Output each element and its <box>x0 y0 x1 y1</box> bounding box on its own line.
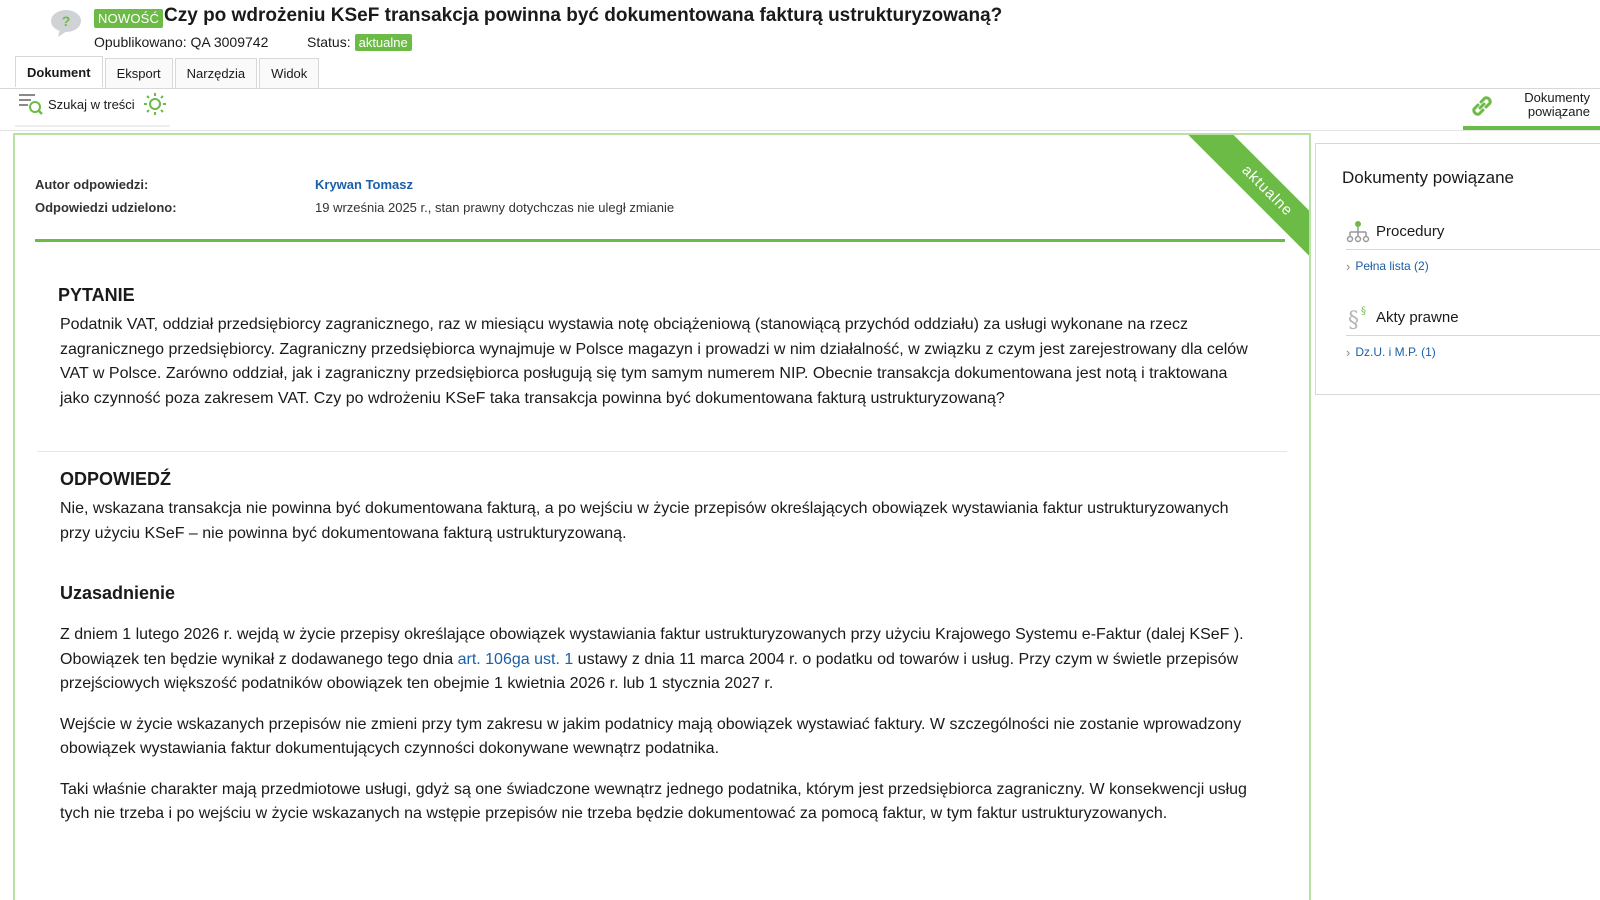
status-ribbon-text: aktualne <box>1185 135 1311 273</box>
search-in-content-button[interactable] <box>18 91 135 117</box>
justification-heading: Uzasadnienie <box>60 583 176 603</box>
related-documents-button[interactable] <box>1463 91 1600 129</box>
status-label: Status: <box>307 34 351 50</box>
panel-title: Dokumenty powiązane <box>1342 168 1514 187</box>
status-badge: aktualne <box>355 34 412 51</box>
tab-dokument[interactable]: Dokument <box>15 56 103 87</box>
search-list-icon <box>18 91 44 117</box>
related-documents-label: Dokumenty powiązane <box>1524 90 1590 119</box>
author-link[interactable]: Krywan Tomasz <box>315 177 414 192</box>
tab-eksport[interactable]: Eksport <box>105 58 173 88</box>
header-rule <box>35 239 1285 242</box>
answer-text: Nie, wskazana transakcja nie powinna być dokumentowana fakturą, a po wejściu w życie przepisów określających obowiązek wystawiania faktur ustrukturyzowanych przy użyciu KSeF – nie powinna być dokumentowana fakturą ustrukturyzowaną. <box>60 500 1229 542</box>
question-heading: PYTANIE <box>58 285 135 305</box>
status-ribbon <box>1175 135 1311 275</box>
author-label: Autor odpowiedzi: <box>35 177 149 192</box>
legal-acts-group <box>1346 300 1600 368</box>
page-title: Czy po wdrożeniu KSeF transakcja powinna być dokumentowana fakturą ustrukturyzowaną? <box>164 5 1003 26</box>
svg-text:§: § <box>1348 307 1359 331</box>
link-icon <box>1469 93 1495 119</box>
ribbon-tabs <box>15 58 321 88</box>
legal-acts-label: Akty prawne <box>1376 309 1459 326</box>
justification-paragraph-3: Taki właśnie charakter mają przedmiotowe usługi, gdyż są one świadczone wewnątrz jednego podatnika, którym jest przedsiębiorca zagraniczny. W konsekwencji usług tych nie trzeba i po wejściu w życie wskazanych na wstępie przepisów nie trzeba będzie dokumentować za pomocą faktur, w tym faktur ustrukturyzowanych. <box>60 780 1247 822</box>
author-info <box>35 173 674 219</box>
justification-paragraph-1: Z dniem 1 lutego 2026 r. wejdą w życie przepisy określające obowiązek wystawiania faktur ustrukturyzowanych przy użyciu Krajowego Systemu e-Faktur (dalej KSeF ). Obowiązek ten będzie wynikał z dodawanego tego dnia art. 106ga ust. 1 ustawy z dnia 11 marca 2004 r. o podatku od towarów i usług. Przy czym w świetle przepisów przejściowych większość podatników obowiązek ten obejmie 1 kwietnia 2026 r. lub 1 stycznia 2027 r. <box>60 626 1244 692</box>
status-info <box>307 34 412 51</box>
brightness-icon[interactable] <box>143 92 167 116</box>
new-badge: NOWOŚĆ <box>94 9 163 28</box>
justification-paragraph-2: Wejście w życie wskazanych przepisów nie zmieni przy tym zakresu w jakim podatnicy mają obowiązek wystawiać faktury. W szczególności nie zostanie wprowadzony obowiązek wystawiania faktur dokumentujących czynności dokonywane wewnątrz podatnika. <box>60 715 1242 757</box>
chevron-right-icon: › <box>1346 344 1351 360</box>
document-content <box>13 133 1311 900</box>
published-info: Opublikowano: QA 3009742 <box>94 34 269 50</box>
toolbar-divider <box>0 130 1600 131</box>
section-divider <box>37 451 1287 452</box>
svg-text:?: ? <box>61 13 71 29</box>
answer-heading: ODPOWIEDŹ <box>60 469 171 489</box>
hierarchy-icon <box>1346 220 1370 244</box>
document-header <box>0 0 1600 56</box>
paragraph-icon <box>1346 305 1370 331</box>
toolbar-underline <box>15 125 170 127</box>
legal-acts-link[interactable]: › Dz.U. i M.P. (1) <box>1346 344 1436 360</box>
answered-label: Odpowiedzi udzielono: <box>35 200 177 215</box>
question-bubble-icon <box>50 8 84 38</box>
tab-narzedzia[interactable]: Narzędzia <box>175 58 258 88</box>
procedures-label: Procedury <box>1376 223 1445 240</box>
toolbar <box>0 89 1600 130</box>
procedures-group <box>1346 214 1600 282</box>
answered-value: 19 września 2025 r., stan prawny dotychczas nie uległ zmianie <box>315 200 675 215</box>
question-text: Podatnik VAT, oddział przedsiębiorcy zagranicznego, raz w miesiącu wystawia notę obciążeniową (stanowiącą przychód oddziału) za usługi wykonane na rzecz zagranicznego przedsiębiorcy. Zagraniczny przedsiębiorca wynajmuje w Polsce magazyn i prowadzi w nim działalność, w związku z czym jest zarejestrowany dla celów VAT w Polsce. Zarówno oddział, jak i zagraniczny przedsiębiorca posługują się tym samym numerem NIP. Obecnie transakcja dokumentowana jest notą i traktowana jako czynność poza zakresem VAT. Czy po wdrożeniu KSeF taka transakcja powinna być dokumentowana fakturą ustrukturyzowaną? <box>60 316 1248 407</box>
tab-widok[interactable]: Widok <box>259 58 319 88</box>
justification-section <box>60 581 1260 843</box>
related-documents-panel <box>1315 143 1600 395</box>
chevron-right-icon: › <box>1346 258 1351 274</box>
svg-text:§: § <box>1361 305 1366 317</box>
answer-section <box>60 467 1260 546</box>
article-link[interactable]: art. 106ga ust. 1 <box>457 650 574 668</box>
question-section <box>60 283 1260 411</box>
procedures-full-list-link[interactable]: › Pełna lista (2) <box>1346 258 1429 274</box>
search-label: Szukaj w treści <box>48 96 135 112</box>
